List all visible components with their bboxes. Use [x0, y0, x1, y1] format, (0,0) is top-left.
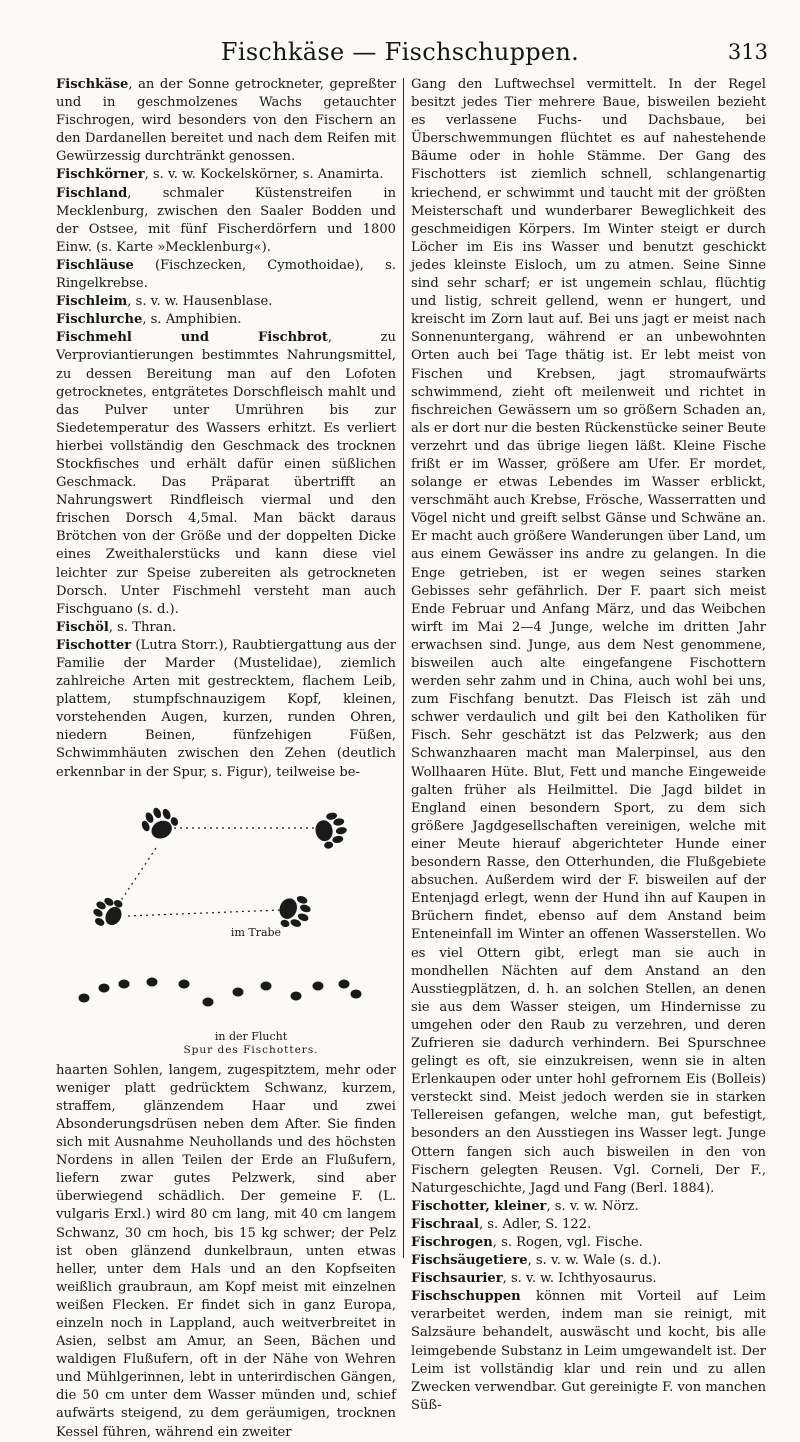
entry-text: (Fischzecken, Cymothoidae), s. Ringelkrebse. [56, 257, 396, 292]
entry-term: Fischotter [56, 637, 132, 653]
entry-fischraal [411, 1216, 766, 1234]
entry-text: , schmaler Küstenstreifen in Mecklenburg, zwischen den Saaler Bodden und der Ostsee, mit fünf Fischerdörfern und 1800 Einw. (s. Karte »Mecklenburg«). [56, 185, 396, 255]
otter-track-illustration [56, 788, 396, 1056]
entry-term: Fischkäse [56, 77, 129, 92]
column-divider [403, 78, 404, 1258]
entry-text: , s. v. w. Wale (s. d.). [527, 1253, 662, 1269]
otter-track-figure [56, 788, 396, 1056]
entry-fischkaese [56, 76, 396, 166]
entry-fischotter-kleiner [411, 1198, 766, 1216]
entry-text: , s. v. w. Ichthyosaurus. [502, 1271, 657, 1287]
entry-fischsaeugetiere [411, 1252, 766, 1270]
entry-term: Fischsäugetiere [411, 1253, 528, 1269]
entry-fischland [56, 185, 396, 257]
entry-term: Fischrogen [411, 1235, 493, 1250]
entry-term: Fischleim [56, 294, 128, 310]
entry-term: Fischlurche [56, 312, 143, 328]
running-title: Fischkäse — Fischschuppen. [220, 38, 580, 66]
entry-fischlaeuse [56, 257, 396, 293]
entry-text: können mit Vorteil auf Leim verarbeitet werden, indem man sie reinigt, mit Salzsäure behandelt, auswäscht und kocht, bis alle leimgebende Substanz in Leim umgewandelt ist. Der Leim ist vollständig klar und rein und zu allen Zwecken verwendbar. Gut gereinigte F. von manchen Süß- [411, 1289, 766, 1413]
entry-fischmehl [56, 329, 396, 619]
entry-fischotter-continued: haarten Sohlen, langem, zugespitztem, mehr oder weniger platt gedrücktem Schwanz, kurzem, straffem, glänzendem Haar und zwei Absonderungsdrüsen neben dem After. Sie finden sich mit Ausnahme Neuhollands und des höchsten Nordens in allen Teilen der Erde an Flußufern, liefern zwar gutes Pelzwerk, sind aber überwiegend schädlich. Der gemeine F. (L. vulgaris Erxl.) wird 80 cm lang, mit 40 cm langem Schwanz, 30 cm hoch, bis 15 kg schwer; der Pelz ist oben glänzend dunkelbraun, unten etwas heller, unter dem Hals und an den Kopfseiten weißlich graubraun, am Kopf meist mit einzelnen weißen Flecken. Er findet sich in ganz Europa, einzeln noch in Lappland, auch weitverbreitet in Asien, selbst am Amur, an Seen, Bächen und waldigen Flußufern, oft in der Nähe von Wehren und Mühlgerinnen, lebt in unterirdischen Gängen, die 50 cm unter dem Wasser münden und, schief aufwärts steigend, zu dem geräumigen, trocknen Kessel führen, während ein zweiter [56, 1062, 396, 1440]
caption-flight: in der Flucht [214, 1029, 288, 1043]
entry-text: , s. v. w. Hausenblase. [127, 294, 273, 310]
left-column [56, 76, 396, 1442]
entry-text: , s. Thran. [108, 619, 177, 635]
entry-fischschuppen [411, 1288, 766, 1415]
entry-term: Fischmehl und Fischbrot [56, 330, 328, 346]
entry-fischleim [56, 293, 396, 311]
right-column [411, 76, 766, 1415]
entry-term: Fischschuppen [411, 1289, 521, 1305]
entry-text: , s. Adler, S. 122. [478, 1216, 592, 1232]
entry-fischotter [56, 637, 396, 782]
page-number: 313 [727, 40, 768, 64]
entry-text: , s. v. w. Nörz. [546, 1198, 639, 1214]
entry-fischoel [56, 619, 396, 637]
entry-text: , an der Sonne getrockneter, gepreßter und in geschmolzenes Wachs getauchter Fischrogen, wird besonders von den Fischern an den Dardanellen bereitet und nach dem Reifen mit Gewürzessig durchtränkt genossen. [56, 77, 396, 165]
entry-text: (Lutra Storr.), Raubtiergattung aus der Familie der Marder (Mustelidae), ziemlich zahlreiche Arten mit gestrecktem, flachem Leib, plattem, stumpfschnauzigem Kopf, kleinen, vorstehenden Augen, kurzen, runden Ohren, niedern Beinen, fünfzehigen Füßen, Schwimmhäuten zwischen den Zehen (deutlich erkennbar in der Spur, s. Figur), teilweise be- [56, 637, 396, 780]
entry-fischotter-continued-right: Gang den Luftwechsel vermittelt. In der Regel besitzt jedes Tier mehrere Baue, bisweilen bezieht es verlassene Fuchs- und Dachsbaue, bei Überschwemmungen flüchtet es auf nahestehende Bäume oder in hohle Stämme. Der Gang des Fischotters ist ziemlich schnell, schlangenartig kriechend, er schwimmt und taucht mit der größten Meisterschaft und wunderbarer Beweglichkeit des geschmeidigen Körpers. Im Winter steigt er durch Löcher im Eis ins Wasser und benutzt geschickt jedes kleinste Eisloch, um zu atmen. Seine Sinne sind sehr scharf; er ist ungemein schlau, flüchtig und listig, schreit gellend, wenn er hungert, und kreischt im Zorn laut auf. Bei uns jagt er meist nach Sonnenuntergang, während er an unbewohnten Orten auch bei Tage thätig ist. Er lebt meist von Fischen und Krebsen, jagt stromaufwärts schwimmend, zieht oft meilenweit und richtet in fischreichen Gewässern um so größern Schaden an, als er dort nur die besten Rückenstücke seiner Beute verzehrt und das übrige liegen läßt. Kleine Fische frißt er im Wasser, größere am Ufer. Er mordet, solange er etwas Lebendes im Wasser erblickt, verschmäht auch Krebse, Frösche, Wasserratten und Vögel nicht und greift selbst Gänse und Schwäne an. Er macht auch größere Wanderungen über Land, um aus einem Gewässer ins andre zu gelangen. In die Enge getrieben, ist er wegen seines starken Gebisses sehr gefährlich. Der F. paart sich meist Ende Februar und Anfang März, und das Weibchen wirft im Mai 2—4 Junge, welche im dritten Jahr erwachsen sind. Junge, aus dem Nest genommene, bisweilen auch alte eingefangene Fischottern werden sehr zahm und in China, auch wohl bei uns, zum Fischfang benutzt. Das Fleisch ist zäh und schwer verdaulich und gilt bei den Katholiken für Fisch. Sehr geschätzt ist das Pelzwerk; aus den Schwanzhaaren macht man Malerpinsel, aus den Wollhaaren Hüte. Blut, Fett und manche Eingeweide galten früher als Heilmittel. Die Jagd bildet in England einen besondern Sport, zu dem sich größere Jagdgesellschaften vereinigen, welche mit einer Meute hierauf abgerichteter Hunde einer besondern Rasse, den Otterhunden, die Flußgebiete absuchen. Außerdem wird der F. bisweilen auf der Entenjagd erlegt, wenn der Hund ihn auf Kaupen in Brüchern findet, ebenso auf dem Anstand beim Enteneinfall im Winter an offenen Wasserstellen. Wo es viel Ottern gibt, erlegt man sie auch in mondhellen Nächten auf dem Anstand an den Ausstiegplätzen, d. h. an solchen Stellen, an denen sie aus dem Wasser steigen, um Hindernisse zu umgehen oder den Raub zu verzehren, und deren Zufrieren sie dadurch verhindern. Bei Spurschnee gelingt es oft, sie einzukreisen, wenn sie in alten Erlenkaupen oder unter hohl gefrornem Eis (Bolleis) versteckt sind. Meist jedoch werden sie in starken Tellereisen gefangen, welche man, gut befestigt, besonders an den Ausstiegen ins Wasser legt. Junge Ottern fangen sich auch bisweilen in den von Fischern gelegten Reusen. Vgl. Corneli, Der F., Naturgeschichte, Jagd und Fang (Berl. 1884). [411, 77, 766, 1196]
entry-fischlurche [56, 311, 396, 329]
entry-term: Fischotter, kleiner [411, 1198, 547, 1214]
entry-fischsaurier [411, 1270, 766, 1288]
figure-caption: Spur des Fischotters. [183, 1043, 319, 1056]
entry-text: , s. Rogen, vgl. Fische. [492, 1235, 643, 1250]
caption-trot: im Trabe [230, 925, 282, 939]
entry-term: Fischkörner [56, 167, 145, 183]
entry-text: , s. Amphibien. [142, 312, 242, 328]
entry-text: , s. v. w. Kockelskörner, s. Anamirta. [144, 167, 384, 183]
entry-term: Fischland [56, 185, 128, 201]
entry-text: , zu Verproviantierungen bestimmtes Nahrungsmittel, zu dessen Bereitung man auf den Lofoten getrocknetes, entgrätetes Dorschfleisch mahlt und das Pulver unter Umrühren bis zur Siedetemperatur des Wassers erhitzt. Es verliert hierbei vollständig den Geschmack des trocknen Stockfisches und erhält dafür einen süßlichen Geschmack. Das Präparat übertrifft an Nahrungswert Rindfleisch viermal und den frischen Dorsch 4,5mal. Man bäckt daraus Brötchen von der Größe und der doppelten Dicke eines Zweithalerstücks und kann diese viel leichter zur Speise zubereiten als getrockneten Dorsch. Unter Fischmehl versteht man auch Fischguano (s. d.). [56, 330, 396, 617]
entry-term: Fischöl [56, 619, 109, 635]
entry-term: Fischläuse [56, 257, 134, 273]
entry-fischrogen [411, 1234, 766, 1252]
entry-term: Fischsaurier [411, 1271, 503, 1287]
entry-term: Fischraal [411, 1216, 479, 1232]
page-header [0, 32, 800, 72]
entry-fischkoerner [56, 166, 396, 184]
